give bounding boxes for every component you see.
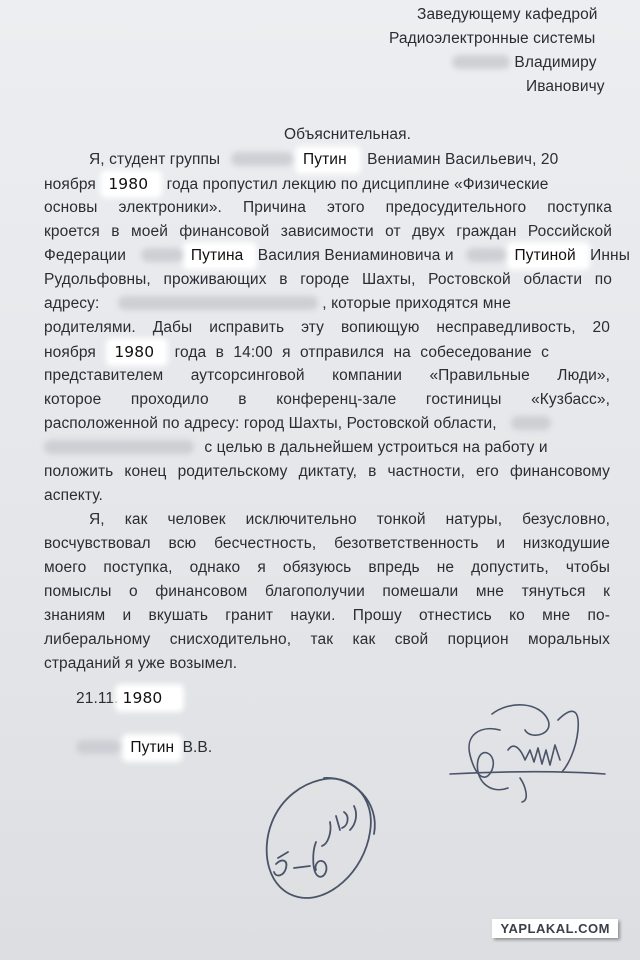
body-line-12 [44, 414, 551, 434]
text-span: адресу: [44, 295, 100, 312]
redacted-address [44, 440, 194, 454]
addressee-line-1: Заведующему кафедрой [417, 6, 598, 23]
text-span: года пропустил лекцию по дисциплине «Физические [166, 176, 549, 193]
body-line-8: родителями. Дабы исправить эту вопиющую несправедливость, 20 [44, 319, 610, 336]
document-date [76, 688, 180, 709]
document-title: Объяснительная. [284, 126, 411, 143]
body-line-22: страданий я уже возымел. [44, 655, 238, 672]
year-patch: 1980 [104, 174, 158, 194]
circled-grade-mark [258, 772, 388, 912]
redacted-surname [452, 55, 510, 69]
body-line-18: моего поступка, однако я обязуюсь впредь не допустить, чтобы [44, 559, 610, 576]
body-line-14: положить конец родительскому диктату, в частности, его финансовому [44, 463, 610, 480]
text-span: , которые приходятся мне [322, 295, 511, 312]
body-line-15: аспекту. [44, 487, 103, 504]
text-span: расположенной по адресу: город Шахты, Ростовской области, [44, 415, 497, 432]
body-line-1 [89, 150, 558, 170]
body-line-20: знаниям и вкушать гранит науки. Прошу отнестись ко мне по- [44, 607, 610, 624]
body-line-9 [44, 342, 549, 363]
date-prefix: 21.11. [76, 690, 119, 707]
body-line-19: помыслы о финансовом благополучии помешали мне тянуться к [44, 583, 610, 600]
handwritten-signature [430, 690, 610, 820]
text-span: Федерации [44, 247, 127, 264]
body-line-11: которое проходило в конференц-зале гостиницы «Кузбасс», [44, 391, 610, 408]
text-span: ноября [44, 344, 96, 361]
site-watermark: YAPLAKAL.COM [492, 919, 618, 938]
body-line-2 [44, 174, 548, 195]
addressee-line-3 [452, 53, 597, 73]
body-line-3: основы электроники». Причина этого предосудительного поступка [44, 199, 612, 216]
text-span: года в 14:00 я отправился на собеседование с [174, 344, 549, 361]
redacted-address [118, 296, 318, 310]
body-line-6: Рудольфовны, проживающих в городе Шахты, Ростовской области по [44, 271, 612, 288]
addressee-line-4: Ивановичу [526, 78, 605, 95]
addressee-line-2: Радиоэлектронные системы [389, 30, 596, 47]
year-patch: 1980 [110, 342, 164, 362]
text-span: Инны [590, 247, 630, 264]
text-span: Василия Вениаминовича и [257, 247, 454, 264]
body-line-17: восчувствовал всю бесчестность, безответственность и низкодушие [44, 535, 610, 552]
text-span: Я, студент группы [89, 151, 221, 168]
redacted-name [466, 248, 506, 262]
addressee-first-name: Владимиру [514, 54, 597, 71]
mother-surname-patch: Путиной [511, 246, 586, 266]
body-line-13 [44, 438, 548, 458]
text-span: ноября [44, 176, 96, 193]
redacted-group [231, 152, 293, 166]
text-span: Вениамин Васильевич, 20 [367, 151, 559, 168]
body-line-10: представителем аутсорсинговой компании «Правильные Люди», [44, 367, 610, 384]
year-patch: 1980 [119, 688, 181, 708]
body-line-16: Я, как человек исключительно тонкой натуры, безусловно, [89, 511, 610, 528]
surname-patch: Путин [299, 150, 357, 170]
body-line-4: кроется в моей финансовой зависимости от двух граждан Российской [44, 223, 612, 240]
author-surname-patch: Путин [126, 738, 178, 758]
father-surname-patch: Путина [187, 246, 253, 266]
body-line-5 [44, 246, 630, 266]
redacted-name [141, 248, 183, 262]
redacted-name [76, 740, 120, 754]
redacted-address [511, 416, 551, 430]
body-line-21: либеральному снисходительно, так как свой порцион моральных [44, 631, 610, 648]
body-line-7 [44, 294, 511, 314]
author-signature-line [76, 738, 212, 758]
text-span: с целью в дальнейшем устроиться на работу и [204, 439, 548, 456]
author-initials: В.В. [182, 739, 213, 756]
